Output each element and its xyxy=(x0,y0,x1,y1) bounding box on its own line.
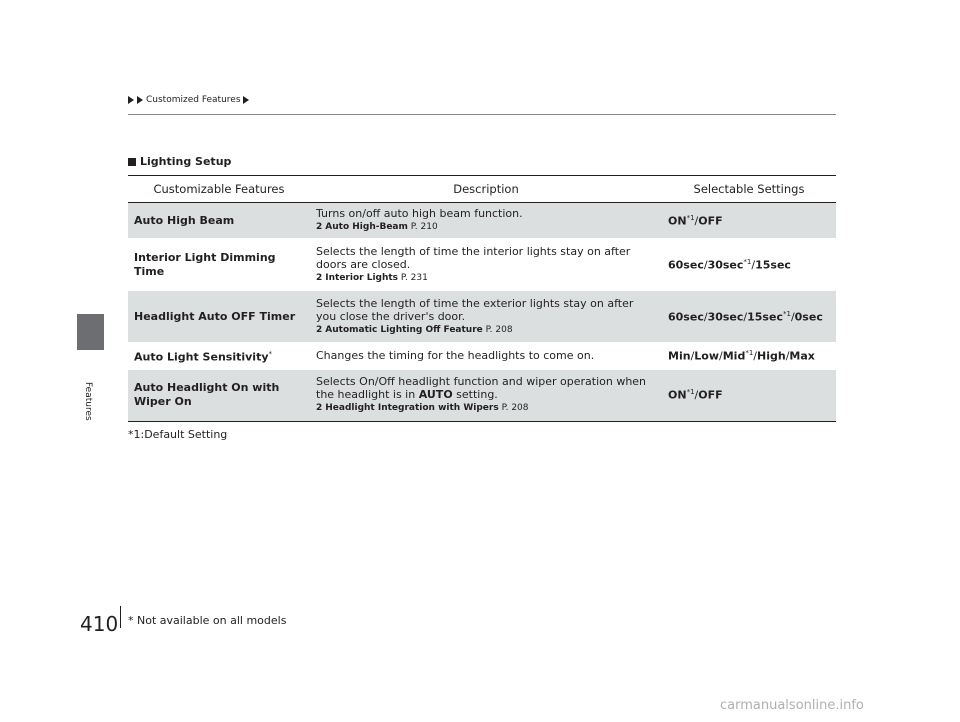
feature-description xyxy=(310,239,662,291)
reference-page: P. 208 xyxy=(485,324,513,335)
description-text: Changes the timing for the headlights to come on. xyxy=(316,349,595,363)
side-tab-marker xyxy=(77,314,104,350)
page-reference[interactable] xyxy=(316,402,656,415)
setting-option: 0sec xyxy=(794,310,823,324)
reference-page: P. 210 xyxy=(410,222,438,232)
setting-option: ON xyxy=(668,388,687,402)
feature-description xyxy=(310,343,662,370)
settings-table xyxy=(128,175,836,422)
description-part: setting. xyxy=(452,388,498,402)
setting-option: 60sec xyxy=(668,258,704,272)
side-tab-label: Features xyxy=(83,382,93,421)
reference-page: P. 231 xyxy=(400,272,428,283)
table-row xyxy=(128,203,836,239)
setting-option: OFF xyxy=(698,388,723,402)
selectable-settings: ON$^{*1}$/OFF xyxy=(662,369,836,421)
setting-option: Mid xyxy=(722,349,746,363)
breadcrumb-arrow-icon xyxy=(128,96,134,104)
description-text: Selects the length of time the exterior lights stay on after you close the driver's door. xyxy=(316,296,634,323)
watermark: carmanualsonline.info xyxy=(720,698,864,713)
description-text: Turns on/off auto high beam function. xyxy=(316,207,523,220)
breadcrumb-label[interactable]: Customized Features xyxy=(146,95,241,105)
breadcrumb xyxy=(128,95,250,105)
default-setting-footnote: *1:Default Setting xyxy=(128,428,228,441)
table-row xyxy=(128,343,836,370)
feature-name: Headlight Auto OFF Timer xyxy=(128,291,310,343)
table-row xyxy=(128,369,836,421)
default-marker: *1 xyxy=(743,257,752,266)
reference-arrow-icon: 2 xyxy=(316,222,323,232)
setting-option: High xyxy=(757,349,786,363)
feature-description xyxy=(310,203,662,239)
default-marker: *1 xyxy=(745,349,754,357)
setting-option: Low xyxy=(694,349,720,363)
page-reference[interactable] xyxy=(316,324,656,337)
feature-name xyxy=(128,343,310,370)
auto-setting-label: AUTO xyxy=(418,388,453,402)
selectable-settings: ON$^{*1}$/OFF xyxy=(662,203,836,239)
breadcrumb-arrow-icon xyxy=(137,96,143,104)
section-title: Lighting Setup xyxy=(140,155,232,168)
description-text xyxy=(316,375,656,401)
section-heading xyxy=(128,155,231,168)
table-header-row xyxy=(128,176,836,203)
footer-divider xyxy=(120,606,121,628)
feature-name: Auto High Beam xyxy=(128,203,310,239)
header-rule xyxy=(128,114,836,115)
description-text: Selects the length of time the interior lights stay on after doors are closed. xyxy=(316,244,631,271)
reference-page: P. 208 xyxy=(501,403,529,414)
bullet-square-icon xyxy=(128,158,136,166)
default-marker: *1 xyxy=(686,388,695,397)
setting-option: Min xyxy=(668,349,691,363)
setting-option: 15sec xyxy=(755,258,791,272)
setting-option: OFF xyxy=(698,214,723,228)
feature-name: Interior Light Dimming Time xyxy=(128,239,310,291)
setting-option: ON xyxy=(668,214,687,228)
page-reference[interactable] xyxy=(316,221,656,234)
setting-option: 30sec xyxy=(707,258,744,272)
column-header: Selectable Settings xyxy=(662,176,836,203)
feature-description xyxy=(310,369,662,421)
setting-option: 15sec xyxy=(747,310,783,324)
reference-title[interactable]: Automatic Lighting Off Feature xyxy=(325,324,483,335)
setting-option: 60sec xyxy=(668,310,704,324)
setting-option: Max xyxy=(789,349,815,363)
availability-note: * Not available on all models xyxy=(128,614,287,627)
reference-arrow-icon: 2 xyxy=(316,324,323,335)
feature-name-text: Auto Light Sensitivity xyxy=(134,350,269,364)
feature-name: Auto Headlight On with Wiper On xyxy=(128,369,310,421)
reference-title[interactable]: Headlight Integration with Wipers xyxy=(325,403,499,414)
availability-marker: * xyxy=(268,350,272,358)
breadcrumb-arrow-icon xyxy=(243,96,249,104)
description-part: Selects On/Off headlight function and wiper operation when the headlight is in xyxy=(316,375,647,402)
selectable-settings: $60\sec/30\sec/15\sec^{*1}/0\sec$ xyxy=(662,291,836,343)
reference-arrow-icon: 2 xyxy=(316,403,323,414)
feature-description xyxy=(310,291,662,343)
selectable-settings: $60\sec/30\sec^{*1}/15\sec$ xyxy=(662,239,836,291)
table-row xyxy=(128,239,836,291)
reference-title[interactable]: Interior Lights xyxy=(325,272,399,283)
column-header: Customizable Features xyxy=(128,176,310,203)
page-number: 410 xyxy=(80,612,119,636)
table-row xyxy=(128,291,836,343)
column-header: Description xyxy=(310,176,662,203)
page-reference[interactable] xyxy=(316,272,656,285)
reference-title[interactable]: Auto High-Beam xyxy=(325,222,408,232)
default-marker: *1 xyxy=(686,213,695,222)
setting-option: 30sec xyxy=(707,310,744,324)
reference-arrow-icon: 2 xyxy=(316,272,323,283)
selectable-settings: Min/Low/Mid$^{*1}$/High/Max xyxy=(662,343,836,370)
default-marker: *1 xyxy=(782,309,791,318)
